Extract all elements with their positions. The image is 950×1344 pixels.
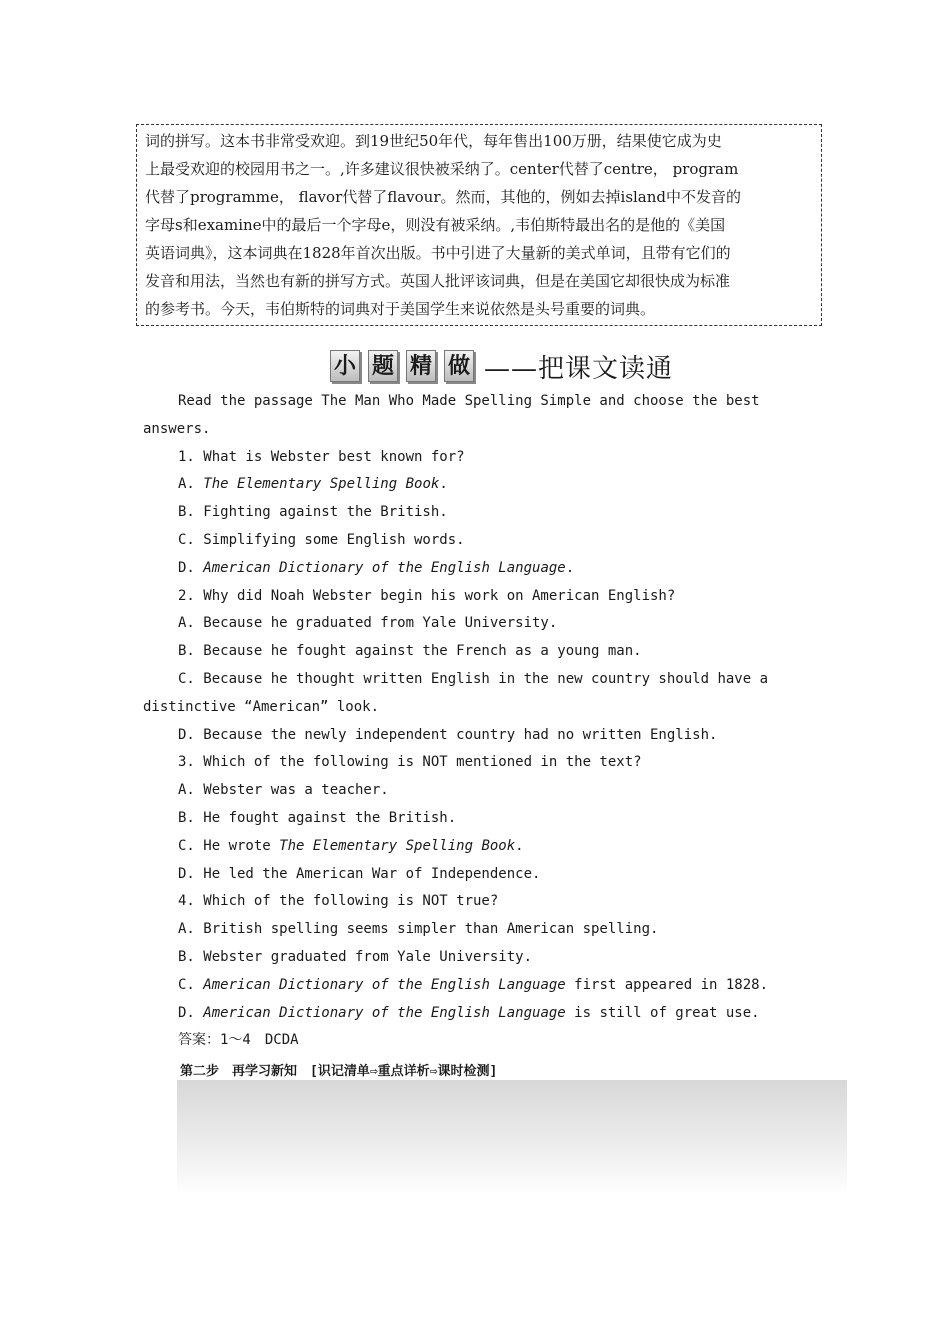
passage-line: 字母s和examine中的最后一个字母e，则没有被采纳。,韦伯斯特最出名的是他的《美国 <box>145 216 726 234</box>
title-char-zuo: 做 <box>444 350 474 382</box>
option: C. Because he thought written English in the new country should have a <box>178 670 769 687</box>
answer-key: 答案：1～4 DCDA <box>178 1032 299 1049</box>
option-continuation: distinctive “American” look. <box>143 698 380 715</box>
passage-translation-box <box>136 124 822 326</box>
passage-line: 代替了programme， flavor代替了flavour。然而，其他的，例如去掉island中不发音的 <box>145 188 742 206</box>
question-stem: 3. Which of the following is NOT mentioned in the text? <box>178 754 642 771</box>
gradient-banner <box>177 1080 847 1195</box>
book-title: The Elementary Spelling Book <box>203 476 440 493</box>
passage-line: 上最受欢迎的校园用书之一。,许多建议很快被采纳了。center代替了centre， program <box>145 160 739 178</box>
option: A. British spelling seems simpler than American spelling. <box>178 921 659 938</box>
option: C. Simplifying some English words. <box>178 531 465 548</box>
option: D. American Dictionary of the English Language. <box>178 559 575 576</box>
option: D. Because the newly independent country had no written English. <box>178 726 718 743</box>
book-title: American Dictionary of the English Language <box>203 976 566 993</box>
book-title: American Dictionary of the English Language <box>203 559 566 576</box>
option: A. The Elementary Spelling Book. <box>178 476 448 493</box>
book-title: The Elementary Spelling Book <box>279 837 516 854</box>
passage-line: 的参考书。今天，韦伯斯特的词典对于美国学生来说依然是头号重要的词典。 <box>145 300 656 318</box>
question-stem: 2. Why did Noah Webster begin his work on American English? <box>178 587 676 604</box>
title-rest: ——把课文读通 <box>484 353 674 384</box>
passage-line: 词的拼写。这本书非常受欢迎。到19世纪50年代，每年售出100万册，结果使它成为史 <box>145 132 722 150</box>
option: B. Webster graduated from Yale University. <box>178 948 533 965</box>
section-title <box>330 348 673 384</box>
option: C. He wrote The Elementary Spelling Book. <box>178 837 524 854</box>
option: B. Because he fought against the French as a young man. <box>178 643 642 660</box>
passage-line: 发音和用法，当然也有新的拼写方式。英国人批评该词典，但是在美国它却很快成为标准 <box>145 272 731 290</box>
option: B. Fighting against the British. <box>178 504 448 521</box>
option: A. Because he graduated from Yale University. <box>178 615 558 632</box>
option: D. He led the American War of Independence. <box>178 865 541 882</box>
option: A. Webster was a teacher. <box>178 782 389 799</box>
intro-line: answers. <box>143 420 211 437</box>
title-char-jing: 精 <box>406 350 436 382</box>
exercise-content <box>143 388 823 1055</box>
intro-line: Read the passage The Man Who Made Spelling Simple and choose the best <box>178 393 760 409</box>
step-heading: 第二步 再学习新知 [识记清单⇨重点详析⇨课时检测] <box>180 1064 498 1079</box>
passage-line: 英语词典》，这本词典在1828年首次出版。书中引进了大量新的美式单词，且带有它们的 <box>145 244 731 262</box>
book-title: American Dictionary of the English Language <box>203 1004 566 1021</box>
option: C. American Dictionary of the English Language first appeared in 1828. <box>178 976 769 993</box>
question-stem: 4. Which of the following is NOT true? <box>178 893 499 910</box>
option: D. American Dictionary of the English Language is still of great use. <box>178 1004 760 1021</box>
title-char-xiao: 小 <box>330 350 360 382</box>
option: B. He fought against the British. <box>178 809 457 826</box>
question-stem: 1. What is Webster best known for? <box>178 448 465 465</box>
title-char-ti: 题 <box>368 350 398 382</box>
